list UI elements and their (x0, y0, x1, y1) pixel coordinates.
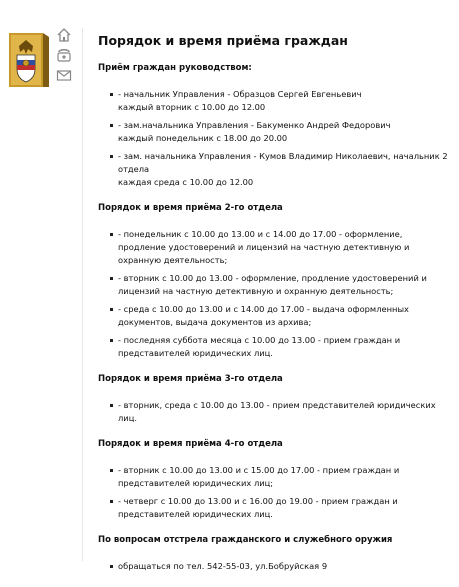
phone-icon[interactable] (56, 47, 72, 63)
home-icon[interactable] (56, 27, 72, 43)
entry-text: - зам. начальника Управления - Кумов Владимир Николаевич, начальник 2 отдела (118, 151, 448, 174)
police-emblem-icon (7, 30, 51, 90)
section-title: Приём граждан руководством: (98, 63, 252, 73)
section-list (98, 560, 450, 573)
entry-text: - зам.начальника Управления - Бакуменко Андрей Федорович (118, 120, 391, 130)
side-icons (56, 27, 74, 87)
entry-schedule: каждый понедельник с 18.00 до 20.00 (118, 133, 288, 143)
bullet (110, 339, 113, 342)
list-item (98, 303, 450, 329)
left-column (0, 0, 82, 561)
section-title: Порядок и время приёма 3-го отдела (98, 374, 283, 384)
section-list (98, 88, 450, 189)
list-item (98, 150, 450, 189)
bullet (110, 500, 113, 503)
entry-text: - начальник Управления - Образцов Сергей Евгеньевич (118, 89, 362, 99)
bullet (110, 277, 113, 280)
section-list (98, 464, 450, 521)
entry-text: - вторник с 10.00 до 13.00 - оформление, продление удостоверений и лицензий на частную детективную и охранную деятельность; (118, 273, 427, 296)
list-item (98, 560, 450, 573)
bullet (110, 124, 113, 127)
page-title: Порядок и время приёма граждан (98, 33, 348, 48)
entry-schedule: каждая среда с 10.00 до 12.00 (118, 177, 254, 187)
list-item (98, 495, 450, 521)
entry-text: - четверг с 10.00 до 13.00 и с 16.00 до 19.00 - прием граждан и представителей юридических лиц. (118, 496, 398, 519)
list-item (98, 228, 450, 267)
list-item (98, 119, 450, 145)
list-item (98, 272, 450, 298)
bullet (110, 93, 113, 96)
list-item (98, 88, 450, 114)
entry-text: - понедельник с 10.00 до 13.00 и с 14.00 до 17.00 - оформление, продление удостоверений и лицензий на частную детективную и охранную деятельность; (118, 229, 410, 265)
bullet (110, 233, 113, 236)
entry-schedule: каждый вторник с 10.00 до 12.00 (118, 102, 266, 112)
list-item (98, 334, 450, 360)
bullet (110, 404, 113, 407)
main-content (98, 33, 450, 587)
section-title: По вопросам отстрела гражданского и служебного оружия (98, 535, 393, 545)
entry-text: - среда с 10.00 до 13.00 и с 14.00 до 17.00 - выдача оформленных документов, выдача документов из архива; (118, 304, 409, 327)
entry-text: - последняя суббота месяца с 10.00 до 13.00 - прием граждан и представителей юридических лиц. (118, 335, 401, 358)
list-item (98, 464, 450, 490)
entry-text: - вторник с 10.00 до 13.00 и с 15.00 до 17.00 - прием граждан и представителей юридических лиц; (118, 465, 400, 488)
column-divider (82, 28, 83, 561)
bullet (110, 155, 113, 158)
section-list (98, 228, 450, 360)
bullet (110, 565, 113, 568)
section-title: Порядок и время приёма 2-го отдела (98, 203, 283, 213)
entry-text: обращаться по тел. 542-55-03, ул.Бобруйская 9 (118, 561, 328, 571)
section-list (98, 399, 450, 425)
entry-text: - вторник, среда с 10.00 до 13.00 - прием представителей юридических лиц. (118, 400, 436, 423)
list-item (98, 399, 450, 425)
bullet (110, 308, 113, 311)
section-title: Порядок и время приёма 4-го отдела (98, 439, 283, 449)
bullet (110, 469, 113, 472)
mail-icon[interactable] (56, 67, 72, 83)
